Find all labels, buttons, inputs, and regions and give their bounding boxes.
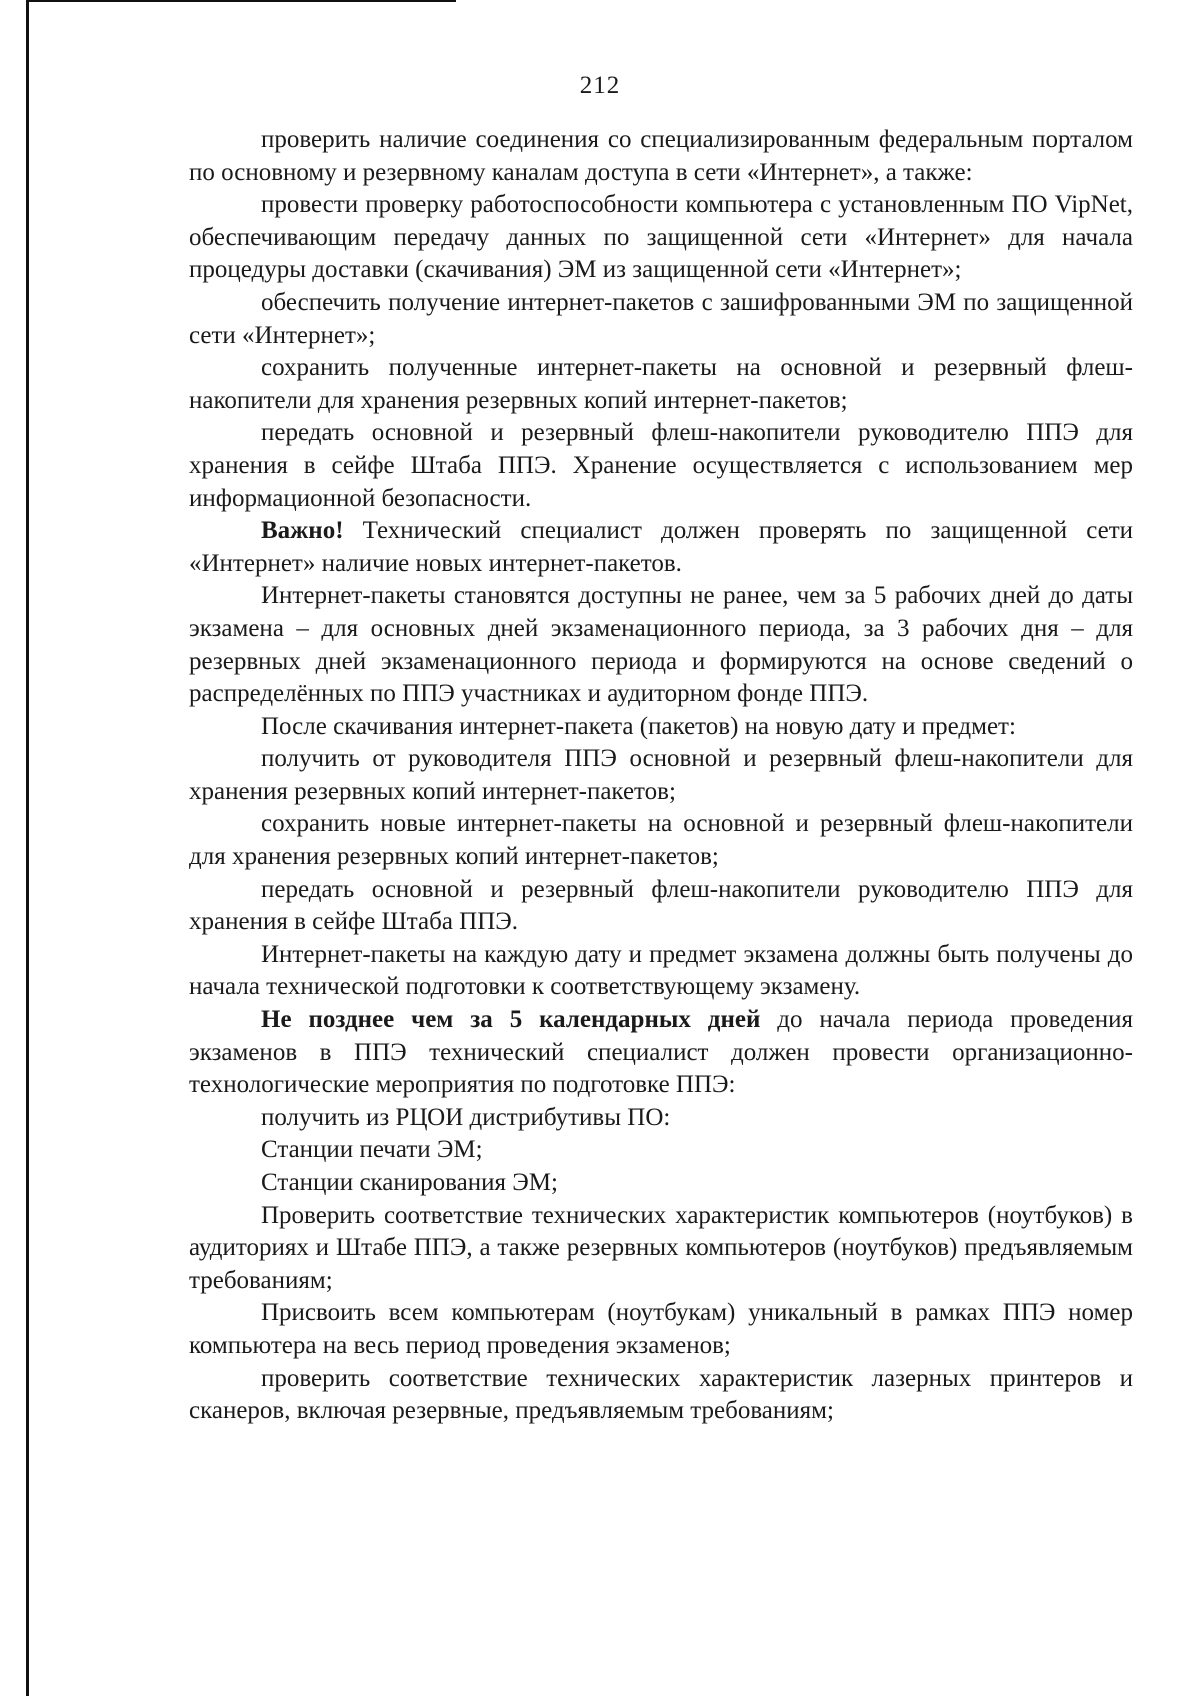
- paragraph-get-flash: получить от руководителя ППЭ основной и резервный флеш-накопители для хранения резервных копий интернет-пакетов;: [189, 745, 1133, 805]
- paragraph-after-download: После скачивания интернет-пакета (пакетов) на новую дату и предмет:: [261, 712, 1016, 740]
- scan-border-top: [26, 0, 456, 2]
- paragraph-check-computers: Проверить соответствие технических характеристик компьютеров (ноутбуков) в аудиториях и Штабе ППЭ, а также резервных компьютеров (ноутбуков) предъявляемым требованиям;: [189, 1201, 1133, 1294]
- paragraph-hand-over-flash: передать основной и резервный флеш-накопители руководителю ППЭ для хранения в сейфе Штаба ППЭ. Хранение осуществляется с использованием мер информационной безопасности.: [189, 419, 1133, 512]
- paragraph-save-packages: сохранить полученные интернет-пакеты на основной и резервный флеш-накопители для хранения резервных копий интернет-пакетов;: [189, 354, 1133, 414]
- paragraph-scan-station: Станции сканирования ЭМ;: [261, 1169, 558, 1196]
- important-label: Важно!: [261, 517, 344, 545]
- scan-border-left: [26, 0, 29, 1696]
- important-text: Технический специалист должен проверять по защищенной сети «Интернет» наличие новых интернет-пакетов.: [189, 517, 1133, 577]
- paragraph-assign-numbers: Присвоить всем компьютерам (ноутбукам) уникальный в рамках ППЭ номер компьютера на весь период проведения экзаменов;: [189, 1299, 1133, 1359]
- document-body: [189, 124, 1133, 1428]
- paragraph-print-station: Станции печати ЭМ;: [261, 1136, 483, 1164]
- paragraph-important-note: [189, 515, 1133, 580]
- page-number: 212: [579, 72, 621, 99]
- paragraph-hand-over-flash-2: передать основной и резервный флеш-накопители руководителю ППЭ для хранения в сейфе Штаба ППЭ.: [189, 875, 1133, 936]
- deadline-label: Не позднее чем за 5 календарных дней: [261, 1006, 761, 1034]
- paragraph-five-days: [189, 1004, 1133, 1102]
- paragraph-save-new-packages: сохранить новые интернет-пакеты на основной и резервный флеш-накопители для хранения резервных копий интернет-пакетов;: [189, 810, 1133, 871]
- paragraph-check-printers: проверить соответствие технических характеристик лазерных принтеров и сканеров, включая резервные, предъявляемым требованиям;: [189, 1364, 1133, 1425]
- paragraph-get-distributives: получить из РЦОИ дистрибутивы ПО:: [261, 1103, 671, 1131]
- paragraph-portal-check: проверить наличие соединения со специализированным федеральным порталом по основному и резервному каналам доступа в сети «Интернет», а также:: [189, 126, 1133, 186]
- paragraph-vipnet-check: провести проверку работоспособности компьютера с установленным ПО VipNet, обеспечивающим передачу данных по защищенной сети «Интернет» для начала процедуры доставки (скачивания) ЭМ из защищенной сети «Интернет»;: [189, 191, 1133, 284]
- paragraph-packages-deadline: Интернет-пакеты на каждую дату и предмет экзамена должны быть получены до начала технической подготовки к соответствующему экзамену.: [189, 940, 1133, 1001]
- paragraph-package-availability: Интернет-пакеты становятся доступны не ранее, чем за 5 рабочих дней до даты экзамена – для основных дней экзаменационного периода, за 3 рабочих дня – для резервных дней экзаменационного периода и формируются на основе сведений о распределённых по ППЭ участниках и аудиторном фонде ППЭ.: [189, 582, 1133, 708]
- deadline-text: до начала периода проведения экзаменов в ППЭ технический специалист должен провести организационно-технологические мероприятия по подготовке ППЭ:: [189, 1006, 1134, 1099]
- paragraph-receive-packages: обеспечить получение интернет-пакетов с зашифрованными ЭМ по защищенной сети «Интернет»;: [189, 288, 1133, 349]
